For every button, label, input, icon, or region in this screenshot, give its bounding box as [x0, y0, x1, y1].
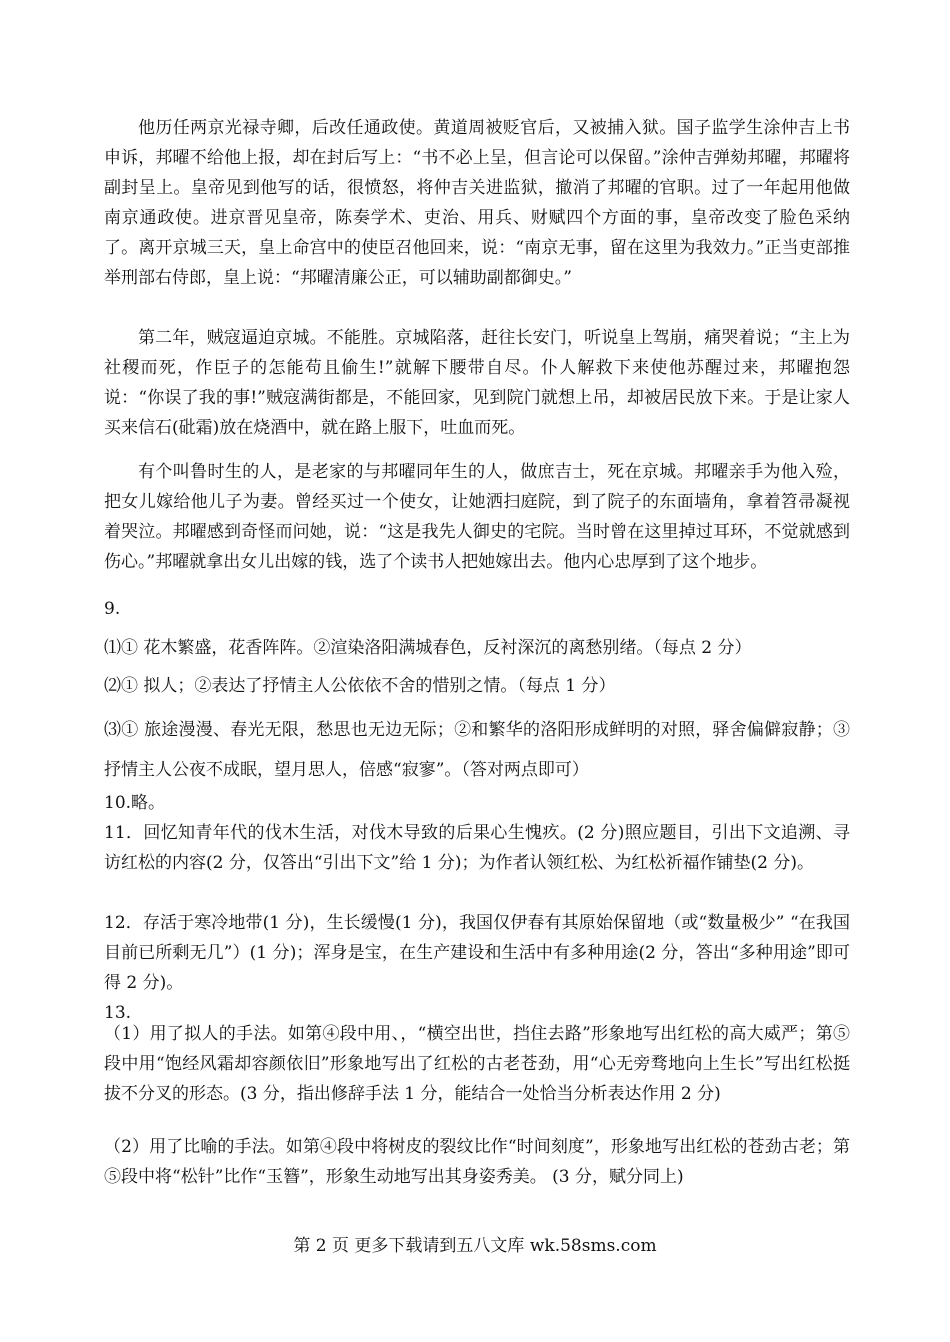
paragraph-3: 有个叫鲁时生的人，是老家的与邦曜同年生的人，做庶吉士，死在京城。邦曜亲手为他入殓，把女儿嫁给他儿子为妻。曾经买过一个使女，让她洒扫庭院，到了院子的东面墙角，拿着笤帚凝视着哭泣。邦曜感到奇怪而问她，说：“这是我先人御史的宅院。当时曾在这里掉过耳环，不觉就感到伤心。”邦曜就拿出女儿出嫁的钱，选了个读书人把她嫁出去。他内心忠厚到了这个地步。: [104, 462, 850, 572]
paragraph-2: 第二年，贼寇逼迫京城。不能胜。京城陷落，赶往长安门，听说皇上驾崩，痛哭着说；“主上为社稷而死，作臣子的怎能苟且偷生!”就解下腰带自尽。仆人解救下来使他苏醒过来，邦曜抱怨说：“你误了我的事!”贼寇满街都是，不能回家，见到院门就想上吊，却被居民放下来。于是让家人买来信石(砒霜)放在烧酒中，就在路上服下，吐血而死。: [104, 328, 850, 438]
page-footer: 第 2 页 更多下载请到五八文库 wk.58sms.com: [293, 1236, 657, 1256]
question-9-answer-3: ⑶① 旅途漫漫、春光无限，愁思也无边无际；②和繁华的洛阳形成鲜明的对照，驿舍偏僻寂静；③抒情主人公夜不成眠，望月思人，倍感“寂寥”。（答对两点即可）: [104, 720, 850, 780]
question-9-number: 9.: [104, 599, 121, 619]
question-13-answer-2: （2）用了比喻的手法。如第④段中将树皮的裂纹比作“时间刻度”，形象地写出红松的苍劲古老；第⑤段中将“松针”比作“玉簪”，形象生动地写出其身姿秀美。 (3 分，赋分同上): [104, 1137, 850, 1187]
question-12: 12．存活于寒冷地带(1 分)，生长缓慢(1 分)，我国仅伊春有其原始保留地（或“数量极少” “在我国目前已所剩无几”）(1 分)；浑身是宝，在生产建设和生活中有多种用途(2 分，答出“多种用途”即可得 2 分)。: [104, 913, 850, 993]
question-13-answer-1: （1）用了拟人的手法。如第④段中用、，“横空出世，挡住去路”形象地写出红松的高大威严；第⑤段中用“饱经风霜却容颜依旧”形象地写出了红松的古老苍劲，用“心无旁骛地向上生长”写出红松挺拔不分叉的形态。(3 分，指出修辞手法 1 分，能结合一处恰当分析表达作用 2 分): [104, 1024, 850, 1104]
paragraph-1: 他历任两京光禄寺卿，后改任通政使。黄道周被贬官后，又被捕入狱。国子监学生涂仲吉上书申诉，邦曜不给他上报，却在封后写上：“书不必上呈，但言论可以保留。”涂仲吉弹劾邦曜，邦曜将副封呈上。皇帝见到他写的话，很愤怒，将仲吉关进监狱，撤消了邦曜的官职。过了一年起用他做南京通政使。进京晋见皇帝，陈奏学术、吏治、用兵、财赋四个方面的事，皇帝改变了脸色采纳了。离开京城三天，皇上命宫中的使臣召他回来，说：“南京无事，留在这里为我效力。”正当吏部推举刑部右侍郎，皇上说：“邦曜清廉公正，可以辅助副都御史。”: [104, 118, 850, 288]
question-9-answer-1: ⑴① 花木繁盛，花香阵阵。②渲染洛阳满城春色，反衬深沉的离愁别绪。（每点 2 分）: [104, 638, 752, 658]
question-11: 11．回忆知青年代的伐木生活，对伐木导致的后果心生愧疚。(2 分)照应题目，引出下文追溯、寻访红松的内容(2 分，仅答出“引出下文”给 1 分)；为作者认领红松、为红松祈福作铺垫(2 分)。: [104, 823, 850, 873]
question-10: 10.略。: [104, 793, 166, 813]
question-13-number: 13.: [104, 1003, 132, 1023]
question-9-answer-2: ⑵① 拟人；②表达了抒情主人公依依不舍的惜别之情。（每点 1 分）: [104, 676, 616, 696]
